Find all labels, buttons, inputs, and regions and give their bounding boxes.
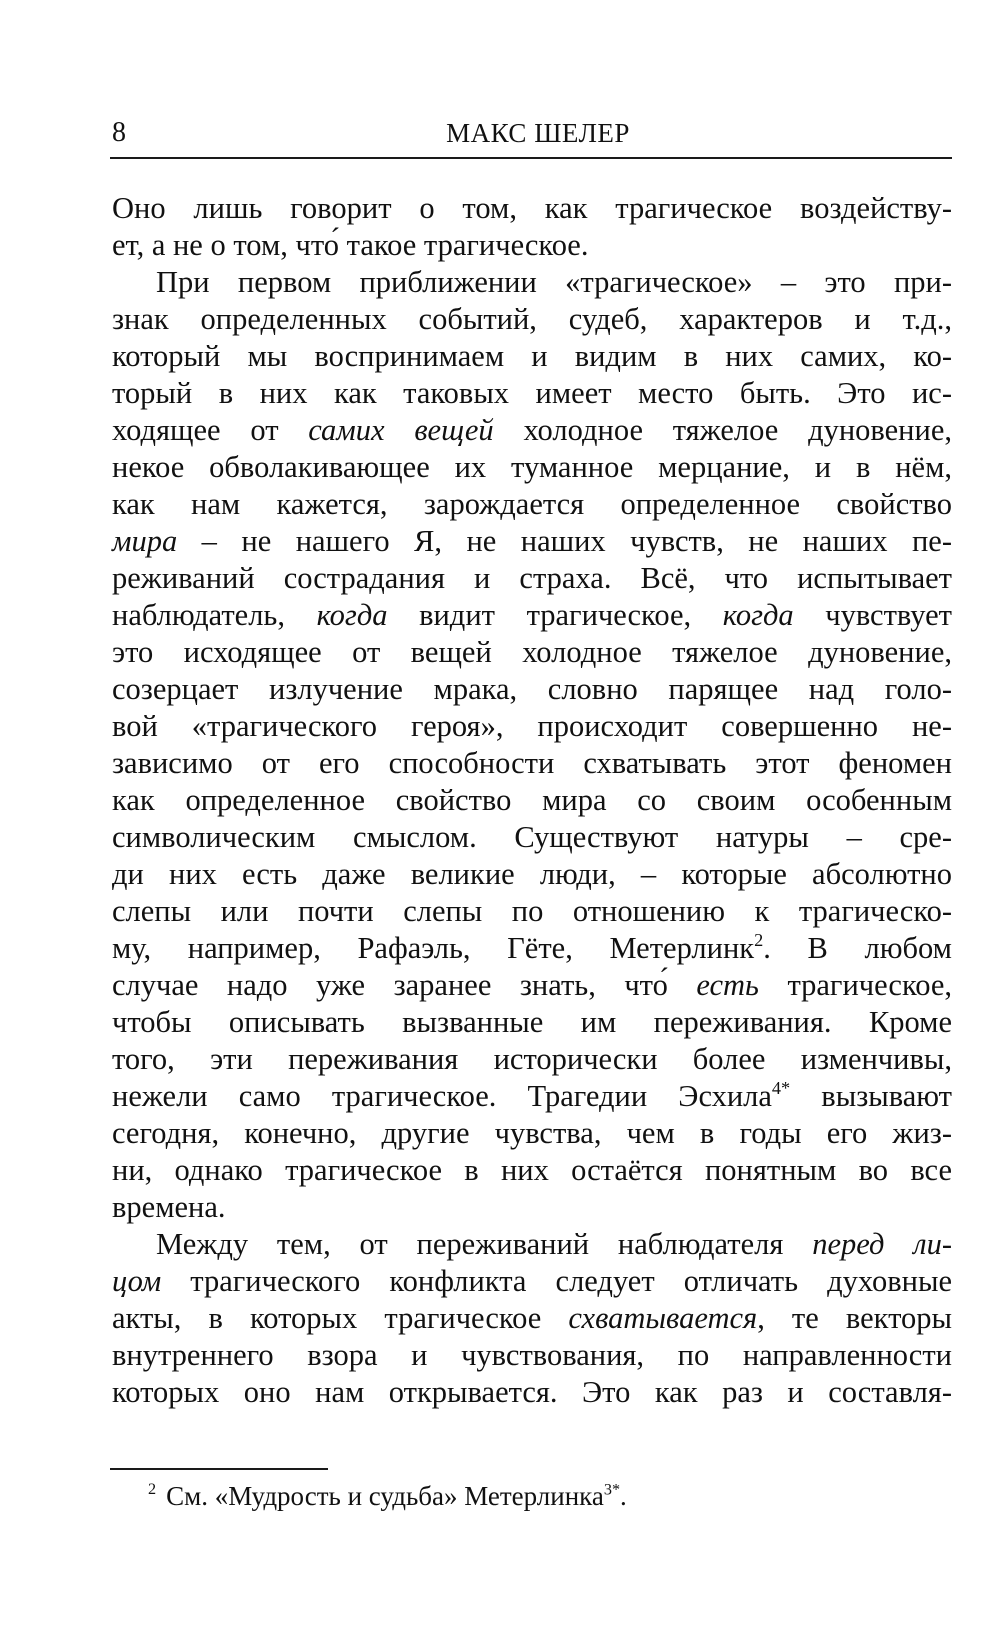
running-title: МАКС ШЕЛЕР (446, 118, 630, 148)
text-line-content (112, 1190, 226, 1224)
text-segment: созерцает излучение мрака, словно парящее над голо- (112, 672, 952, 706)
text-line (112, 449, 952, 486)
text-line-content (112, 1301, 952, 1335)
text-line (112, 1263, 952, 1300)
text-line (112, 560, 952, 597)
text-line-content (112, 1079, 952, 1113)
text-line-content (112, 894, 952, 928)
text-line (112, 486, 952, 523)
text-segment: внутреннего взора и чувствования, по направленности (112, 1338, 952, 1372)
text-line (112, 819, 952, 856)
text-segment: который мы воспринимаем и видим в них самих, ко- (112, 339, 952, 373)
text-line-content (156, 265, 952, 299)
text-line-content (112, 487, 952, 521)
text-line-content (112, 1116, 952, 1150)
text-line (112, 634, 952, 671)
text-line-content (112, 783, 952, 817)
text-line (112, 412, 952, 449)
text-segment: чувствует (793, 598, 952, 632)
text-line (112, 1374, 952, 1411)
text-line (112, 523, 952, 560)
text-segment: это исходящее от вещей холодное тяжелое дуновение, (112, 635, 952, 669)
text-segment: зависимо от его способности схватывать этот феномен (112, 746, 952, 780)
text-segment: которых оно нам открывается. Это как раз и составля- (112, 1375, 952, 1409)
text-segment: случае надо уже заранее знать, что́ (112, 968, 697, 1002)
text-line-content (112, 524, 952, 558)
text-segment: реживаний сострадания и страха. Всё, что испытывает (112, 561, 952, 595)
text-line (112, 967, 952, 1004)
text-segment: , те векторы (757, 1301, 952, 1335)
text-line-content (156, 1227, 952, 1261)
text-line (112, 1189, 952, 1226)
text-segment: времена. (112, 1190, 226, 1224)
text-line-content (112, 376, 952, 410)
text-line (112, 1152, 952, 1189)
text-line (112, 375, 952, 412)
footnote-text: См. «Мудрость и судьба» Метерлинка (166, 1481, 604, 1511)
text-line (112, 597, 952, 634)
text-line (112, 1300, 952, 1337)
text-line-content (112, 191, 952, 225)
footnote-reference: 4* (771, 1078, 791, 1099)
text-line (112, 1041, 952, 1078)
text-line-content (112, 672, 952, 706)
text-segment: акты, в которых трагическое (112, 1301, 569, 1335)
text-segment: знак определенных событий, судеб, характеров и т.д., (112, 302, 952, 336)
text-line-content (112, 709, 952, 743)
text-line-content (112, 931, 952, 965)
emphasis-text: когда (316, 598, 388, 632)
footnote-mark: 2 (148, 1479, 157, 1498)
page-number: 8 (112, 117, 126, 148)
text-line-content (112, 450, 952, 484)
text-segment: ходящее от (112, 413, 309, 447)
footnote-rule (110, 1468, 328, 1470)
text-segment: наблюдатель, (112, 598, 317, 632)
emphasis-text: перед ли- (812, 1227, 952, 1261)
text-line (112, 708, 952, 745)
text-line (112, 190, 952, 227)
emphasis-text: есть (696, 968, 759, 1002)
text-line-content (112, 635, 952, 669)
emphasis-text: цом (112, 1264, 162, 1298)
text-segment: сегодня, конечно, другие чувства, чем в годы его жиз- (112, 1116, 952, 1150)
text-line (112, 856, 952, 893)
footnote-reference: 2 (754, 930, 764, 951)
text-line-content (112, 1264, 952, 1298)
page-header (112, 113, 952, 153)
footnote (148, 1478, 627, 1514)
text-line-content (112, 413, 952, 447)
text-segment: видит трагическое, (387, 598, 723, 632)
text-segment: холодное тяжелое дуновение, (493, 413, 952, 447)
text-line (112, 1078, 952, 1115)
emphasis-text: мира (112, 524, 178, 558)
emphasis-text: схватывается (568, 1301, 758, 1335)
text-segment: ни, однако трагическое в них остаётся понятным во все (112, 1153, 952, 1187)
text-segment: вызывают (790, 1079, 952, 1113)
text-line-content (112, 968, 952, 1002)
text-line (112, 338, 952, 375)
text-line-content (112, 598, 952, 632)
text-line-content (112, 561, 952, 595)
header-rule (110, 157, 952, 159)
text-segment: как определенное свойство мира со своим особенным (112, 783, 952, 817)
emphasis-text: самих вещей (308, 413, 494, 447)
text-segment: того, эти переживания исторически более изменчивы, (112, 1042, 952, 1076)
text-segment: трагического конфликта следует отличать духовные (161, 1264, 952, 1298)
text-segment: – не нашего Я, не наших чувств, не наших пе- (177, 524, 952, 558)
text-line (112, 301, 952, 338)
emphasis-text: когда (722, 598, 794, 632)
text-line (112, 745, 952, 782)
text-segment: ди них есть даже великие люди, – которые абсолютно (112, 857, 952, 891)
text-segment: символическим смыслом. Существуют натуры – сре- (112, 820, 952, 854)
text-line-content (112, 857, 952, 891)
text-line (112, 782, 952, 819)
text-line (112, 227, 952, 264)
text-line-content (112, 820, 952, 854)
text-segment: трагическое, (758, 968, 952, 1002)
text-line (112, 1337, 952, 1374)
text-segment: слепы или почти слепы по отношению к трагическо- (112, 894, 952, 928)
text-segment: чтобы описывать вызванные им переживания. Кроме (112, 1005, 952, 1039)
text-segment: Оно лишь говорит о том, как трагическое воздейству- (112, 191, 952, 225)
text-line (112, 1115, 952, 1152)
text-line-content (112, 1005, 952, 1039)
text-segment: некое обволакивающее их туманное мерцание, и в нём, (112, 450, 952, 484)
text-segment: му, например, Рафаэль, Гёте, Метерлинк (112, 931, 755, 965)
text-line-content (112, 1153, 952, 1187)
text-line (112, 930, 952, 967)
text-line-content (112, 1375, 952, 1409)
footnote-ref: 3* (603, 1480, 621, 1499)
text-segment: нежели само трагическое. Трагедии Эсхила (112, 1079, 772, 1113)
text-line (112, 671, 952, 708)
body-text (112, 190, 952, 1411)
text-line (112, 1004, 952, 1041)
text-line-content (112, 1042, 952, 1076)
text-line-content (112, 302, 952, 336)
text-line (112, 264, 952, 301)
text-segment: Между тем, от переживаний наблюдателя (156, 1227, 813, 1261)
text-segment: торый в них как таковых имеет место быть. Это ис- (112, 376, 952, 410)
text-line (112, 893, 952, 930)
text-segment: ет, а не о том, что́ такое трагическое. (112, 228, 589, 262)
text-line-content (112, 1338, 952, 1372)
footnote-end: . (620, 1481, 627, 1511)
text-line (112, 1226, 952, 1263)
text-line-content (112, 228, 588, 262)
text-line-content (112, 746, 952, 780)
text-segment: При первом приближении «трагическое» – это при- (156, 265, 952, 299)
text-segment: вой «трагического героя», происходит совершенно не- (112, 709, 952, 743)
text-segment: как нам кажется, зарождается определенное свойство (112, 487, 952, 521)
text-line-content (112, 339, 952, 373)
text-segment: . В любом (763, 931, 952, 965)
